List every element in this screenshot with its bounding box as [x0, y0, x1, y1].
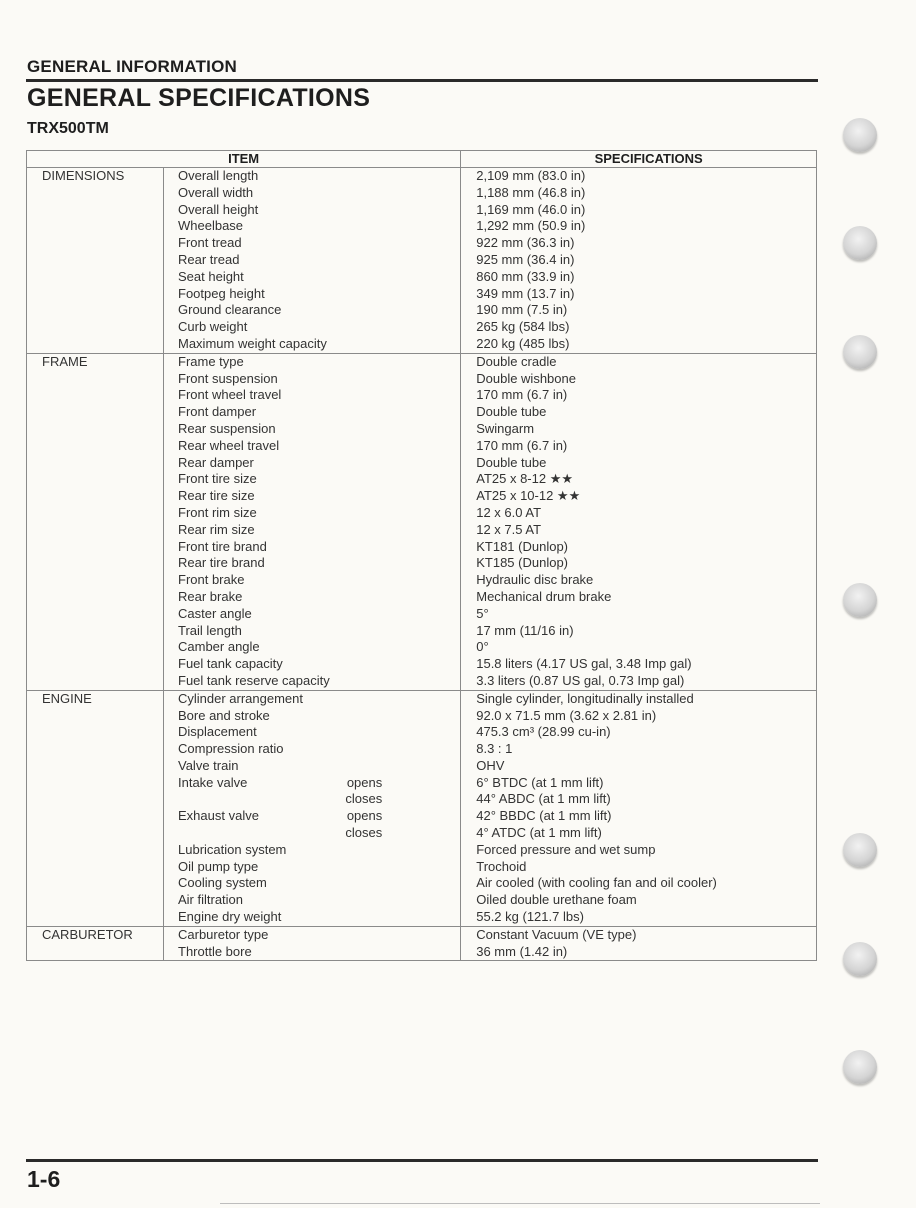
category-cell [27, 673, 164, 690]
value-cell: Hydraulic disc brake [461, 572, 817, 589]
category-cell [27, 319, 164, 336]
category-cell [27, 235, 164, 252]
item-cell: Camber angle [178, 639, 260, 655]
table-row [27, 387, 817, 404]
sub-item-cell [330, 235, 461, 252]
value-cell: Single cylinder, longitudinally installed [461, 690, 817, 707]
item-cell: Valve train [178, 757, 239, 773]
category-cell [27, 724, 164, 741]
sub-item-cell: opens [346, 808, 383, 824]
value-cell: Air cooled (with cooling fan and oil cooler) [461, 875, 817, 892]
category-cell [27, 708, 164, 725]
item-cell: Rear suspension [178, 420, 276, 436]
value-cell: 190 mm (7.5 in) [461, 302, 817, 319]
sub-item-cell [330, 572, 461, 589]
category-cell [27, 656, 164, 673]
table-row [27, 775, 817, 792]
binder-hole-icon [843, 833, 877, 867]
value-cell: 220 kg (485 lbs) [461, 336, 817, 353]
category-cell [27, 539, 164, 556]
table-row [27, 791, 817, 808]
item-cell: Frame type [164, 353, 330, 370]
sub-item-cell [330, 673, 461, 690]
value-cell: 36 mm (1.42 in) [461, 944, 817, 961]
binder-hole-icon [843, 335, 877, 369]
category-cell [27, 875, 164, 892]
category-cell [27, 909, 164, 926]
table-row [27, 353, 817, 370]
item-cell: Engine dry weight [178, 909, 282, 925]
category-cell [27, 555, 164, 572]
category-cell [27, 438, 164, 455]
item-cell: Compression ratio [178, 741, 284, 757]
table-row [27, 235, 817, 252]
item-cell: Curb weight [178, 319, 248, 335]
value-cell: 55.2 kg (121.7 lbs) [461, 909, 817, 926]
sub-item-cell [330, 404, 461, 421]
table-row [27, 218, 817, 235]
value-cell: 170 mm (6.7 in) [461, 438, 817, 455]
value-cell: Double tube [461, 455, 817, 472]
value-cell: 860 mm (33.9 in) [461, 269, 817, 286]
category-cell [27, 825, 164, 842]
sub-item-cell [330, 589, 461, 606]
table-row [27, 859, 817, 876]
item-cell: Bore and stroke [178, 707, 270, 723]
sub-item-cell [330, 539, 461, 556]
table-row [27, 539, 817, 556]
category-cell [27, 455, 164, 472]
item-cell: Footpeg height [178, 285, 265, 301]
sub-item-cell [330, 185, 461, 202]
table-row [27, 572, 817, 589]
item-cell: Fuel tank reserve capacity [178, 672, 330, 688]
sub-item-cell [330, 353, 461, 370]
sub-item-cell [330, 387, 461, 404]
item-cell: Front damper [178, 404, 257, 420]
table-row [27, 875, 817, 892]
sub-item-cell [330, 522, 461, 539]
value-cell: Double cradle [461, 353, 817, 370]
sub-item-cell [330, 488, 461, 505]
sub-item-cell [330, 202, 461, 219]
item-cell: Rear tire size [178, 488, 255, 504]
sub-item-cell [330, 623, 461, 640]
item-cell: Oil pump type [178, 858, 259, 874]
sub-item-cell [330, 656, 461, 673]
category-cell [27, 404, 164, 421]
value-cell: 12 x 6.0 AT [461, 505, 817, 522]
item-cell: Rear tread [178, 251, 240, 267]
table-row [27, 319, 817, 336]
table-row [27, 623, 817, 640]
footer-rule [26, 1159, 818, 1162]
item-cell [164, 791, 330, 808]
sub-item-cell [330, 302, 461, 319]
category-cell [27, 842, 164, 859]
item-cell: Front tread [178, 235, 242, 251]
table-row [27, 404, 817, 421]
sub-item-cell [330, 555, 461, 572]
item-cell: Rear tire brand [178, 555, 265, 571]
table-row [27, 673, 817, 690]
value-cell: 170 mm (6.7 in) [461, 387, 817, 404]
category-cell: FRAME [27, 353, 164, 370]
sub-item-cell [330, 505, 461, 522]
value-cell: 2,109 mm (83.0 in) [461, 168, 817, 185]
item-cell: Front wheel travel [178, 387, 282, 403]
category-cell [27, 623, 164, 640]
binder-hole-icon [843, 226, 877, 260]
binder-hole-icon [843, 1050, 877, 1084]
binder-hole-icon [843, 583, 877, 617]
specifications-table [26, 150, 817, 961]
item-cell: Seat height [178, 268, 244, 284]
binder-hole-icon [843, 118, 877, 152]
table-row [27, 944, 817, 961]
item-cell: Lubrication system [178, 841, 287, 857]
value-cell: 8.3 : 1 [461, 741, 817, 758]
value-cell: AT25 x 10-12 ★★ [461, 488, 817, 505]
table-row [27, 555, 817, 572]
value-cell: Swingarm [461, 421, 817, 438]
value-cell: 1,169 mm (46.0 in) [461, 202, 817, 219]
sub-item-cell [330, 269, 461, 286]
table-row [27, 825, 817, 842]
value-cell: Oiled double urethane foam [461, 892, 817, 909]
page-number: 1-6 [27, 1166, 61, 1192]
category-cell [27, 488, 164, 505]
item-cell: Front tire brand [178, 538, 267, 554]
sub-item-cell [330, 842, 461, 859]
sub-item-cell [330, 218, 461, 235]
sub-item-cell [330, 639, 461, 656]
item-cell: Front brake [178, 572, 245, 588]
table-row [27, 522, 817, 539]
table-row [27, 471, 817, 488]
category-cell [27, 336, 164, 353]
category-cell [27, 589, 164, 606]
category-cell [27, 302, 164, 319]
sub-item-cell [330, 724, 461, 741]
table-row [27, 708, 817, 725]
table-row [27, 505, 817, 522]
item-cell: Overall length [178, 168, 259, 183]
item-cell: Trail length [178, 622, 242, 638]
sub-item-cell: closes [345, 791, 383, 807]
item-cell: Intake valve [178, 774, 248, 790]
table-row [27, 488, 817, 505]
item-cell: Wheelbase [178, 218, 244, 234]
value-cell: KT181 (Dunlop) [461, 539, 817, 556]
sub-item-cell [330, 421, 461, 438]
item-cell: Cooling system [178, 875, 267, 891]
sub-item-cell [330, 168, 461, 185]
table-row [27, 269, 817, 286]
table-row [27, 909, 817, 926]
sub-item-cell [330, 875, 461, 892]
table-row [27, 168, 817, 185]
table-row [27, 758, 817, 775]
category-cell [27, 421, 164, 438]
item-cell: Front rim size [178, 504, 257, 520]
item-cell: Cylinder arrangement [164, 690, 330, 707]
sub-item-cell [330, 606, 461, 623]
sub-item-cell [330, 708, 461, 725]
item-cell: Overall height [178, 201, 259, 217]
table-row [27, 336, 817, 353]
value-cell: 925 mm (36.4 in) [461, 252, 817, 269]
category-cell [27, 892, 164, 909]
category-cell [27, 572, 164, 589]
sub-item-cell [330, 471, 461, 488]
category-cell [27, 505, 164, 522]
table-row [27, 808, 817, 825]
value-cell: 15.8 liters (4.17 US gal, 3.48 Imp gal) [461, 656, 817, 673]
value-cell: Trochoid [461, 859, 817, 876]
table-header-row [27, 151, 817, 168]
item-cell: Rear damper [178, 454, 254, 470]
category-cell [27, 387, 164, 404]
table-row [27, 741, 817, 758]
item-cell: Carburetor type [164, 926, 330, 943]
table-row [27, 371, 817, 388]
sub-item-cell [330, 252, 461, 269]
category-cell [27, 859, 164, 876]
sub-item-cell [330, 758, 461, 775]
item-cell: Front tire size [178, 471, 257, 487]
item-cell: Ground clearance [178, 302, 282, 318]
category-cell [27, 252, 164, 269]
item-cell: Front suspension [178, 370, 278, 386]
value-cell: 3.3 liters (0.87 US gal, 0.73 Imp gal) [461, 673, 817, 690]
sub-item-cell [330, 926, 461, 943]
category-cell [27, 185, 164, 202]
item-cell: Rear wheel travel [178, 437, 280, 453]
item-cell: Throttle bore [178, 943, 252, 959]
table-row [27, 421, 817, 438]
model-name: TRX500TM [27, 120, 109, 137]
value-cell: Double tube [461, 404, 817, 421]
value-cell: 349 mm (13.7 in) [461, 286, 817, 303]
value-cell: 5° [461, 606, 817, 623]
table-row [27, 202, 817, 219]
binder-hole-icon [843, 942, 877, 976]
value-cell: 92.0 x 71.5 mm (3.62 x 2.81 in) [461, 708, 817, 725]
category-cell [27, 791, 164, 808]
item-cell: Air filtration [178, 892, 244, 908]
table-row [27, 656, 817, 673]
header-rule [26, 79, 818, 82]
item-cell: Caster angle [178, 605, 252, 621]
category-cell [27, 944, 164, 961]
category-cell [27, 269, 164, 286]
value-cell: Mechanical drum brake [461, 589, 817, 606]
sub-item-cell: opens [346, 774, 383, 790]
sub-item-cell [330, 438, 461, 455]
category-cell [27, 758, 164, 775]
sub-item-cell [330, 371, 461, 388]
table-row [27, 639, 817, 656]
category-cell [27, 606, 164, 623]
scan-edge-line [220, 1203, 820, 1204]
table-row [27, 926, 817, 943]
sub-item-cell [330, 286, 461, 303]
item-cell: Displacement [178, 724, 257, 740]
sub-item-cell [330, 690, 461, 707]
value-cell: 0° [461, 639, 817, 656]
value-cell: Double wishbone [461, 371, 817, 388]
table-row [27, 438, 817, 455]
table-row [27, 185, 817, 202]
category-cell [27, 808, 164, 825]
item-cell: Maximum weight capacity [178, 335, 327, 351]
sub-item-cell [330, 892, 461, 909]
value-cell: 1,292 mm (50.9 in) [461, 218, 817, 235]
category-cell: CARBURETOR [27, 926, 164, 943]
table-row [27, 724, 817, 741]
table-row [27, 252, 817, 269]
table-row [27, 286, 817, 303]
value-cell: 44° ABDC (at 1 mm lift) [461, 791, 817, 808]
item-cell: Overall width [178, 184, 254, 200]
value-cell: 475.3 cm³ (28.99 cu-in) [461, 724, 817, 741]
value-cell: 265 kg (584 lbs) [461, 319, 817, 336]
category-cell [27, 775, 164, 792]
specifications-column-header: SPECIFICATIONS [461, 151, 817, 168]
table-row [27, 842, 817, 859]
table-row [27, 302, 817, 319]
category-cell [27, 522, 164, 539]
value-cell: 6° BTDC (at 1 mm lift) [461, 775, 817, 792]
category-cell [27, 371, 164, 388]
table-row [27, 455, 817, 472]
sub-item-cell [330, 455, 461, 472]
category-cell: ENGINE [27, 690, 164, 707]
table-row [27, 690, 817, 707]
sub-item-cell [330, 741, 461, 758]
value-cell: 17 mm (11/16 in) [461, 623, 817, 640]
item-cell [164, 825, 330, 842]
category-cell [27, 639, 164, 656]
item-cell: Fuel tank capacity [178, 656, 283, 672]
table-row [27, 892, 817, 909]
category-cell: DIMENSIONS [27, 168, 164, 185]
table-row [27, 606, 817, 623]
sub-item-cell [330, 859, 461, 876]
sub-item-cell [330, 319, 461, 336]
value-cell: AT25 x 8-12 ★★ [461, 471, 817, 488]
value-cell: 42° BBDC (at 1 mm lift) [461, 808, 817, 825]
item-column-header: ITEM [27, 151, 461, 168]
category-cell [27, 741, 164, 758]
category-cell [27, 202, 164, 219]
value-cell: 12 x 7.5 AT [461, 522, 817, 539]
page-title: GENERAL SPECIFICATIONS [27, 84, 371, 112]
value-cell: 4° ATDC (at 1 mm lift) [461, 825, 817, 842]
sub-item-cell [330, 336, 461, 353]
sub-item-cell: closes [345, 825, 383, 841]
sub-item-cell [330, 909, 461, 926]
sub-item-cell [330, 944, 461, 961]
value-cell: KT185 (Dunlop) [461, 555, 817, 572]
item-cell: Rear brake [178, 588, 243, 604]
item-cell: Rear rim size [178, 521, 255, 537]
value-cell: Forced pressure and wet sump [461, 842, 817, 859]
item-cell: Exhaust valve [178, 808, 259, 824]
table-row [27, 589, 817, 606]
value-cell: 922 mm (36.3 in) [461, 235, 817, 252]
category-cell [27, 218, 164, 235]
category-cell [27, 471, 164, 488]
table-body [27, 168, 817, 961]
section-label: GENERAL INFORMATION [27, 57, 237, 76]
value-cell: Constant Vacuum (VE type) [461, 926, 817, 943]
category-cell [27, 286, 164, 303]
value-cell: 1,188 mm (46.8 in) [461, 185, 817, 202]
value-cell: OHV [461, 758, 817, 775]
